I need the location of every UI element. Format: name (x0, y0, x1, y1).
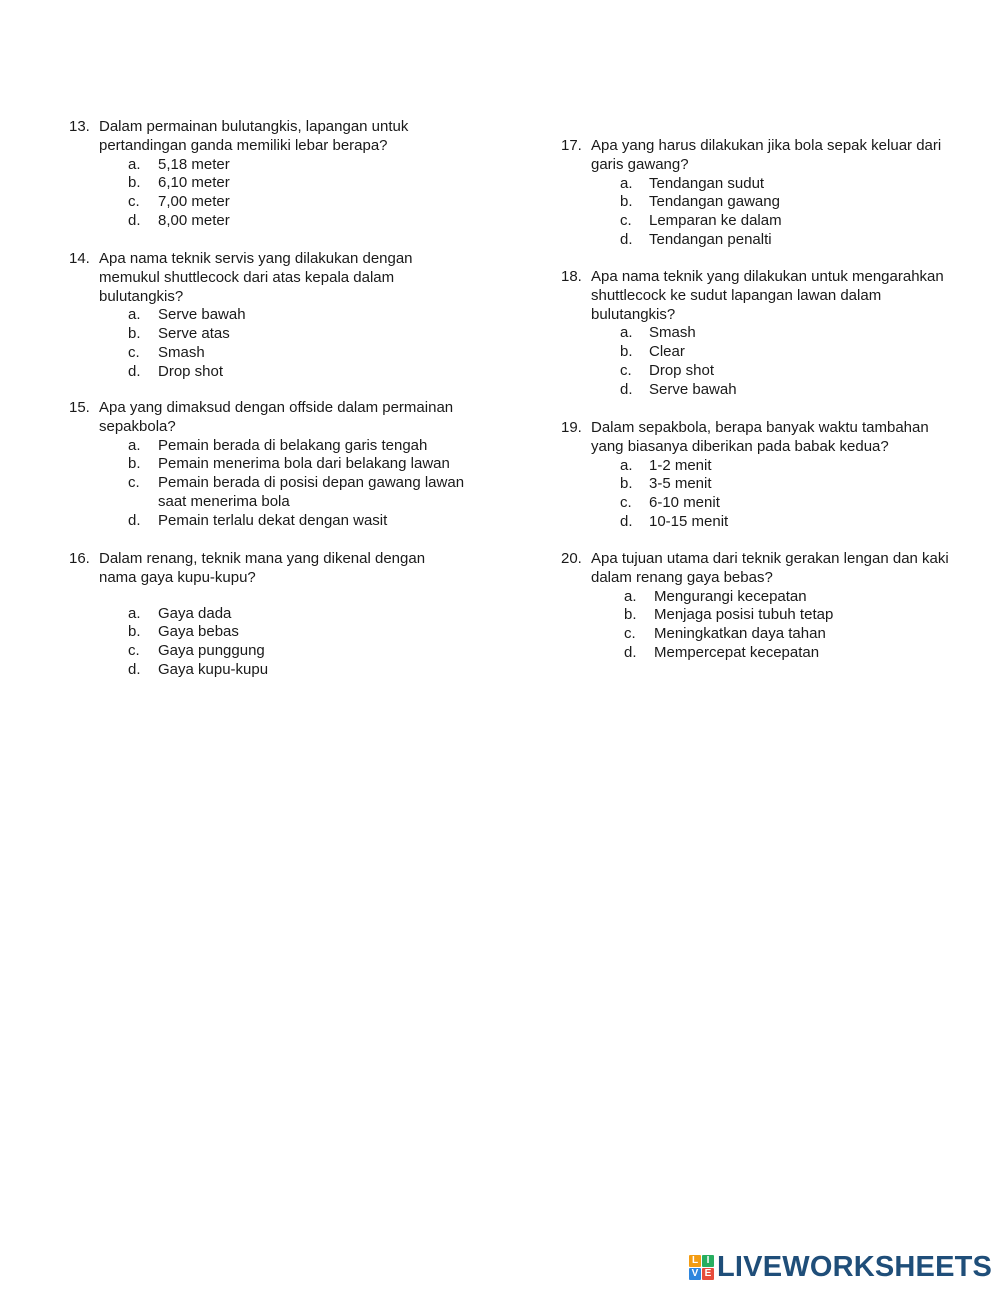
option-letter: a. (624, 587, 637, 605)
option-text: 6-10 menit (649, 494, 720, 511)
option-text: 7,00 meter (158, 193, 230, 210)
question-18 (561, 268, 991, 399)
option-text: Tendangan sudut (649, 174, 765, 192)
option-letter: a. (128, 306, 141, 324)
option-d[interactable] (620, 231, 991, 250)
option-c[interactable] (620, 494, 991, 513)
option-text: 8,00 meter (158, 211, 230, 229)
option-c[interactable] (624, 625, 991, 644)
question-17 (561, 137, 991, 250)
question-number: 20. (561, 550, 582, 567)
option-text: Gaya kupu-kupu (158, 660, 269, 678)
option-text: Serve atas (158, 325, 230, 342)
question-13 (69, 118, 509, 231)
option-letter: b. (624, 606, 637, 624)
option-d[interactable] (128, 363, 509, 382)
question-text: Dalam sepakbola, berapa banyak waktu tambahan yang biasanya diberikan pada babak kedua? (591, 419, 929, 455)
question-number: 13. (69, 118, 90, 135)
option-b[interactable] (620, 343, 991, 362)
option-letter: b. (620, 475, 633, 493)
option-b[interactable] (128, 455, 509, 474)
option-text: Tendangan penalti (649, 230, 772, 248)
logo-cell: V (689, 1268, 701, 1280)
option-text: Serve bawah (649, 380, 737, 398)
option-text: Mengurangi kecepatan (654, 587, 807, 605)
question-14 (69, 250, 509, 381)
option-letter: d. (128, 362, 141, 380)
option-text: Smash (649, 324, 696, 342)
logo-mark-icon (689, 1255, 714, 1280)
option-text: Gaya bebas (158, 623, 239, 641)
option-letter: a. (620, 174, 633, 192)
logo-cell: E (702, 1268, 714, 1280)
question-number: 14. (69, 250, 90, 267)
option-d[interactable] (128, 661, 509, 680)
option-a[interactable] (620, 457, 991, 476)
answer-options (128, 306, 509, 381)
option-text: Drop shot (158, 362, 224, 380)
option-a[interactable] (620, 175, 991, 194)
option-d[interactable] (624, 644, 991, 663)
option-letter: d. (128, 660, 141, 678)
option-text: Menjaga posisi tubuh tetap (654, 606, 834, 624)
question-text: Apa tujuan utama dari teknik gerakan lengan dan kaki dalam renang gaya bebas? (591, 550, 949, 586)
question-20 (561, 550, 991, 663)
option-letter: b. (128, 455, 141, 473)
option-letter: d. (620, 380, 633, 398)
question-text: Dalam renang, teknik mana yang dikenal dengan nama gaya kupu-kupu? (99, 550, 426, 586)
option-text: Pemain berada di posisi depan gawang lawan saat menerima bola (158, 474, 465, 510)
option-letter: d. (624, 643, 637, 661)
option-text: Gaya punggung (158, 642, 265, 659)
option-c[interactable] (128, 474, 509, 512)
answer-options (620, 175, 991, 250)
option-letter: c. (128, 193, 140, 210)
answer-options (620, 457, 991, 532)
option-text: 6,10 meter (158, 174, 230, 192)
option-letter: c. (620, 494, 632, 511)
option-letter: a. (620, 456, 633, 474)
option-text: Pemain terlalu dekat dengan wasit (158, 511, 388, 529)
option-a[interactable] (128, 605, 509, 624)
option-letter: d. (128, 211, 141, 229)
question-text: Apa nama teknik yang dilakukan untuk mengarahkan shuttlecock ke sudut lapangan lawan dalam bulutangkis? (591, 268, 944, 323)
option-letter: d. (128, 511, 141, 529)
option-text: Lemparan ke dalam (649, 212, 782, 229)
option-a[interactable] (620, 324, 991, 343)
option-b[interactable] (620, 475, 991, 494)
question-text: Dalam permainan bulutangkis, lapangan untuk pertandingan ganda memiliki lebar berapa? (99, 118, 409, 154)
option-b[interactable] (624, 606, 991, 625)
logo-wordmark: LIVEWORKSHEETS (717, 1251, 993, 1283)
option-a[interactable] (624, 588, 991, 607)
option-letter: b. (128, 174, 141, 192)
liveworksheets-logo[interactable] (689, 1252, 992, 1282)
option-text: Drop shot (649, 361, 715, 379)
answer-options (128, 437, 509, 531)
option-text: Meningkatkan daya tahan (654, 625, 826, 642)
answer-options (624, 588, 991, 663)
question-15 (69, 399, 509, 530)
option-letter: a. (128, 604, 141, 622)
option-d[interactable] (128, 512, 509, 531)
option-b[interactable] (620, 193, 991, 212)
option-letter: b. (620, 193, 633, 211)
option-c[interactable] (620, 362, 991, 381)
option-text: Smash (158, 343, 205, 361)
logo-cell: I (702, 1255, 714, 1267)
question-16 (69, 550, 509, 680)
question-number: 17. (561, 137, 582, 154)
logo-cell: L (689, 1255, 701, 1267)
question-number: 19. (561, 419, 582, 436)
option-c[interactable] (128, 193, 509, 212)
option-b[interactable] (128, 623, 509, 642)
option-letter: c. (620, 212, 632, 229)
option-d[interactable] (128, 212, 509, 231)
option-text: Pemain berada di belakang garis tengah (158, 436, 428, 454)
option-letter: b. (128, 623, 141, 641)
question-text: Apa yang harus dilakukan jika bola sepak keluar dari garis gawang? (591, 137, 942, 173)
question-number: 15. (69, 399, 90, 416)
option-text: Gaya dada (158, 604, 232, 622)
option-text: 5,18 meter (158, 155, 230, 173)
option-text: Pemain menerima bola dari belakang lawan (158, 455, 450, 473)
option-text: 10-15 menit (649, 512, 729, 530)
option-letter: a. (128, 436, 141, 454)
option-b[interactable] (128, 325, 509, 344)
question-19 (561, 419, 991, 532)
option-text: Serve bawah (158, 306, 246, 324)
option-text: Clear (649, 343, 685, 360)
option-letter: b. (128, 325, 141, 342)
option-letter: c. (624, 625, 636, 642)
answer-options (128, 605, 509, 680)
option-letter: d. (620, 512, 633, 530)
spacer (69, 588, 509, 605)
option-letter: a. (620, 324, 633, 342)
option-letter: c. (128, 343, 140, 361)
option-c[interactable] (128, 642, 509, 661)
answer-options (128, 156, 509, 231)
option-a[interactable] (128, 156, 509, 175)
option-text: Mempercepat kecepatan (654, 643, 820, 661)
option-text: 1-2 menit (649, 456, 712, 474)
option-c[interactable] (620, 212, 991, 231)
option-a[interactable] (128, 437, 509, 456)
option-letter: c. (128, 474, 140, 491)
option-letter: c. (128, 642, 140, 659)
option-letter: c. (620, 361, 632, 379)
option-d[interactable] (620, 381, 991, 400)
question-number: 18. (561, 268, 582, 285)
question-text: Apa nama teknik servis yang dilakukan dengan memukul shuttlecock dari atas kepala dalam bulutangkis? (99, 250, 413, 305)
question-text: Apa yang dimaksud dengan offside dalam permainan sepakbola? (99, 399, 454, 435)
answer-options (620, 324, 991, 399)
option-b[interactable] (128, 174, 509, 193)
question-number: 16. (69, 550, 90, 567)
option-a[interactable] (128, 306, 509, 325)
option-letter: a. (128, 155, 141, 173)
option-letter: d. (620, 230, 633, 248)
option-letter: b. (620, 343, 633, 360)
option-c[interactable] (128, 344, 509, 363)
option-d[interactable] (620, 513, 991, 532)
option-text: Tendangan gawang (649, 193, 780, 211)
option-text: 3-5 menit (649, 475, 712, 493)
